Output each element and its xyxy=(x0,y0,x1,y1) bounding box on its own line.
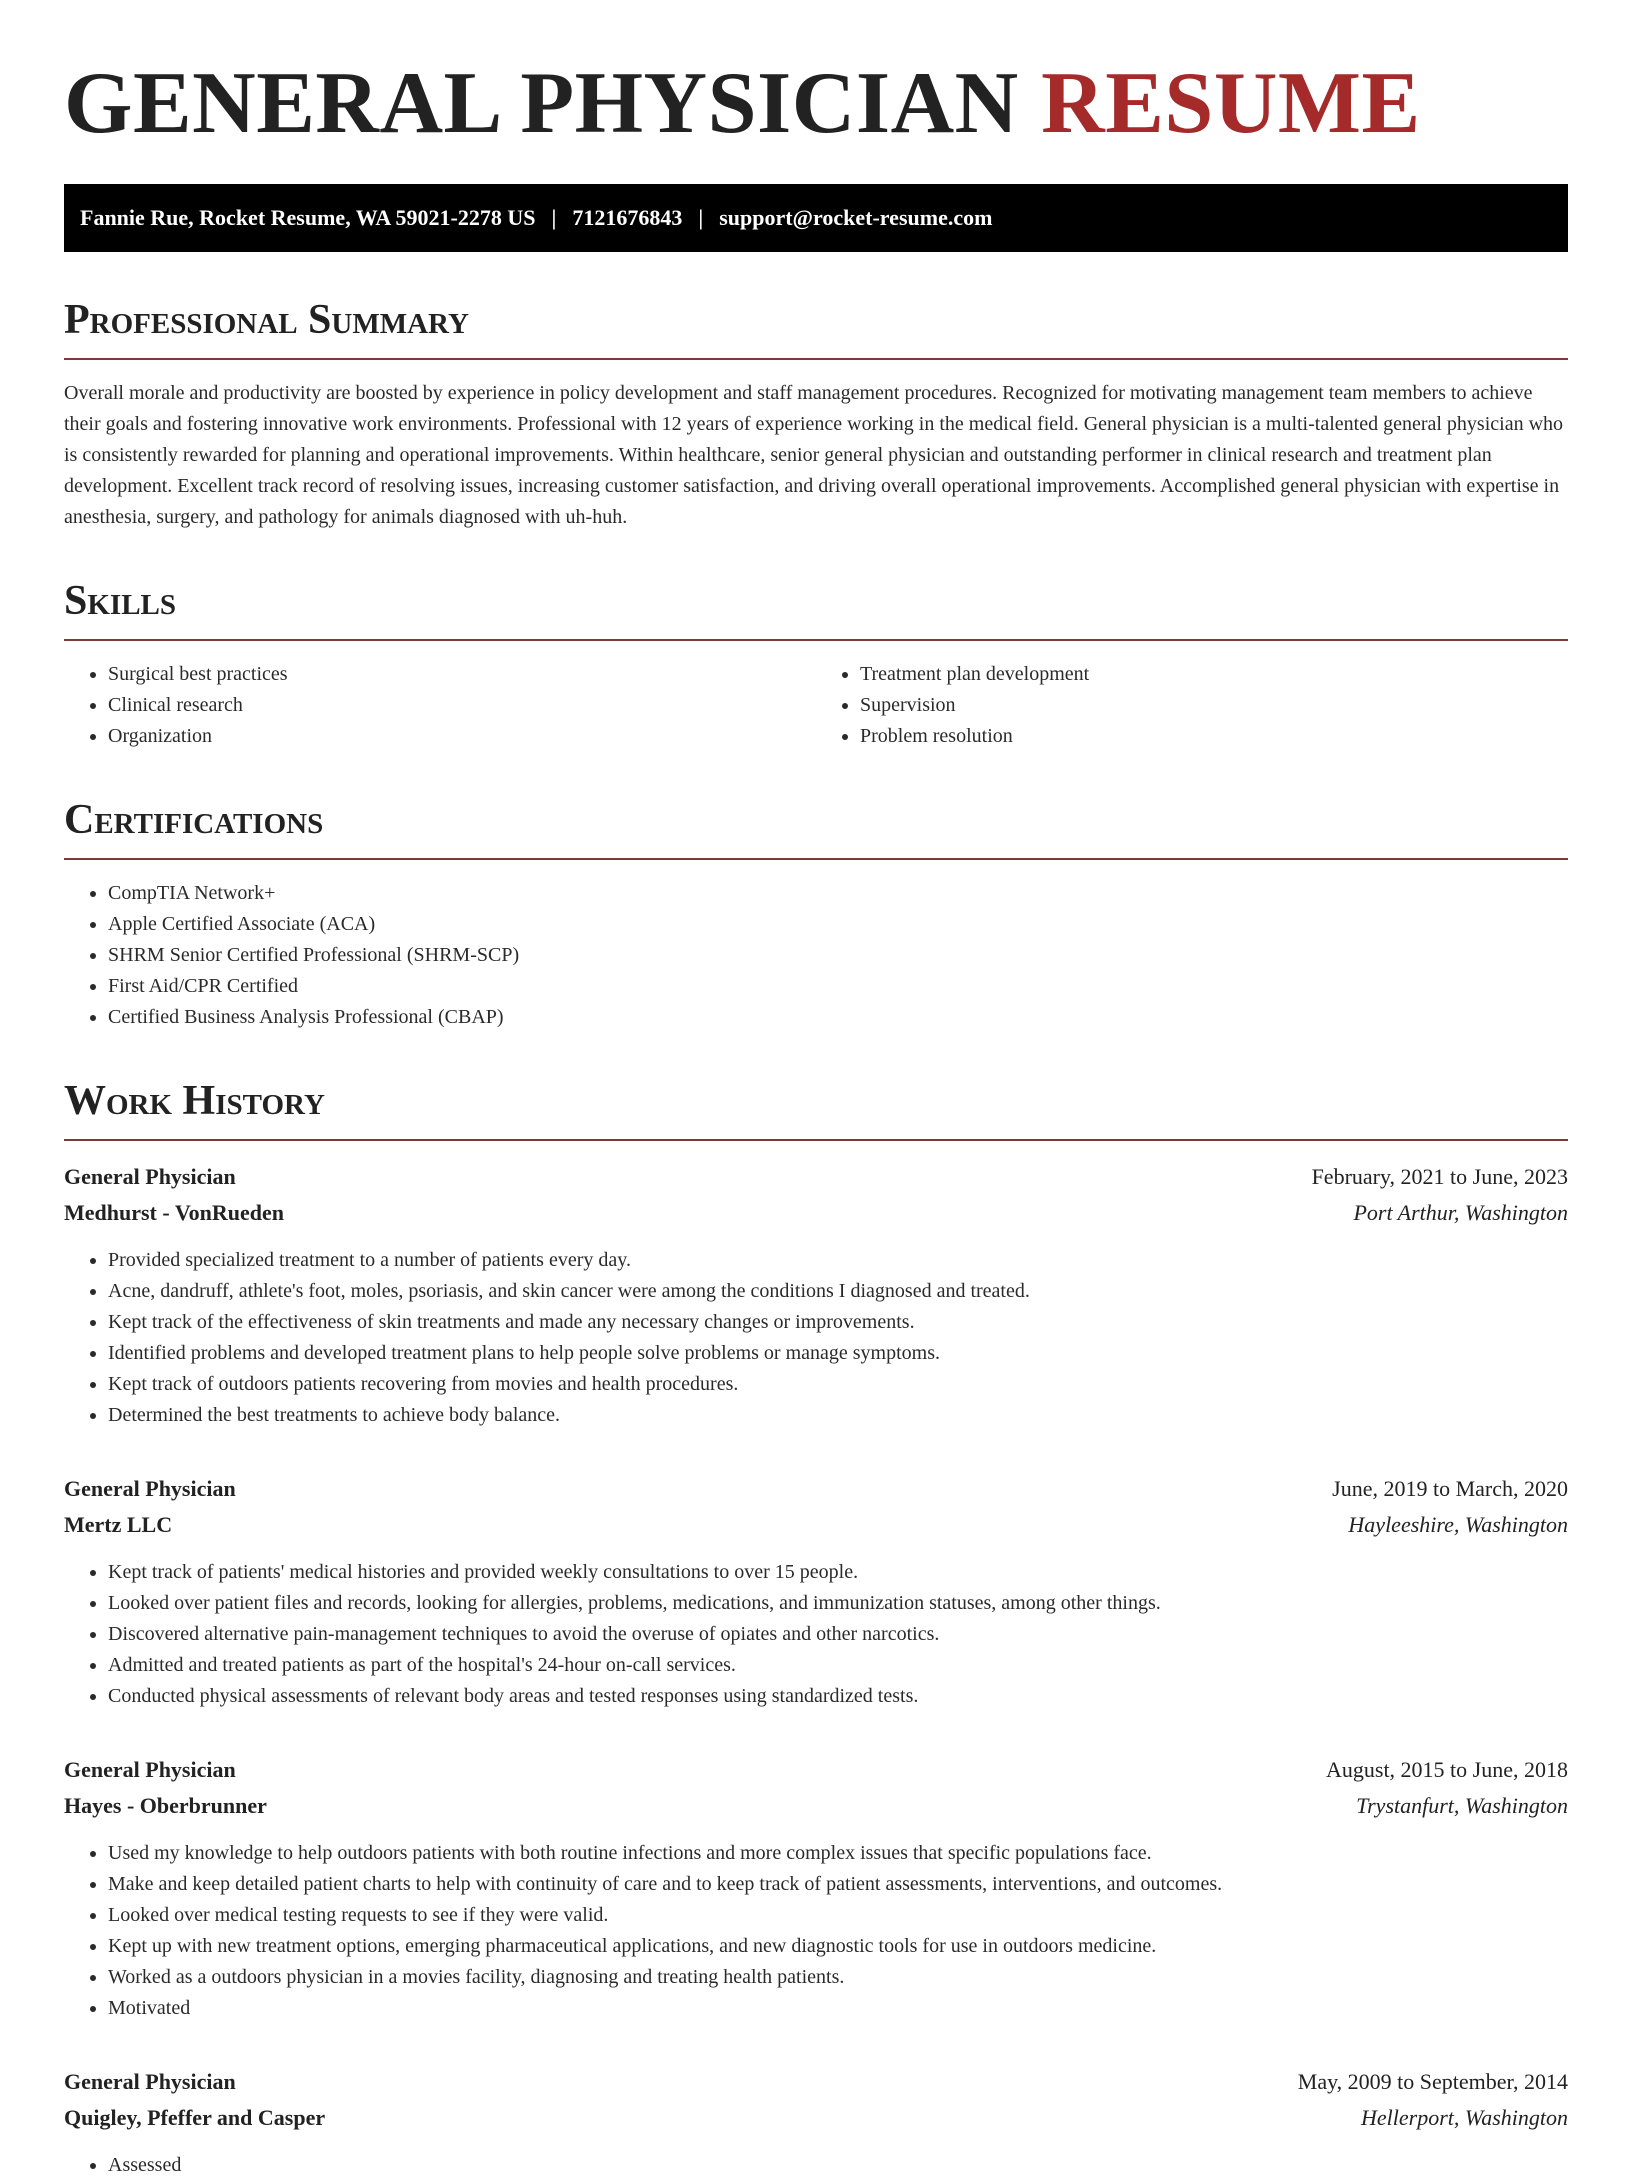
skills-section xyxy=(64,577,1568,752)
job-bullet: • Determined the best treatments to achieve body balance. xyxy=(108,1400,1568,1431)
job-dates: May, 2009 to September, 2014 xyxy=(1297,2069,1568,2094)
title-accent: RESUME xyxy=(1041,55,1421,152)
job-company: Quigley, Pfeffer and Casper xyxy=(64,2105,326,2130)
skills-list-left xyxy=(64,659,816,752)
job-bullet: • Kept track of outdoors patients recovering from movies and health procedures. xyxy=(108,1369,1568,1400)
job-bullet: • Looked over patient files and records, looking for allergies, problems, medications, and immunization statuses, among other things. xyxy=(108,1588,1568,1619)
job-dates: February, 2021 to June, 2023 xyxy=(1311,1164,1568,1189)
job-title: General Physician xyxy=(64,1476,236,1501)
skill-item: • Problem resolution xyxy=(860,721,1568,752)
page-title xyxy=(64,0,1568,152)
job-bullets xyxy=(64,1557,1568,1712)
job-dates: June, 2019 to March, 2020 xyxy=(1332,1476,1568,1501)
job-title: General Physician xyxy=(64,2069,236,2094)
job-entry xyxy=(64,1159,1568,1431)
job-dates: August, 2015 to June, 2018 xyxy=(1326,1757,1568,1782)
job-bullet: • Provided specialized treatment to a number of patients every day. xyxy=(108,1245,1568,1276)
skill-item: • Treatment plan development xyxy=(860,659,1568,690)
job-title: General Physician xyxy=(64,1164,236,1189)
job-bullet: • Used my knowledge to help outdoors patients with both routine infections and more complex issues that specific populations face. xyxy=(108,1838,1568,1869)
job-bullet: • Admitted and treated patients as part of the hospital's 24-hour on-call services. xyxy=(108,1650,1568,1681)
work-history-heading: Work History xyxy=(64,1077,1568,1141)
job-bullet: • Worked as a outdoors physician in a movies facility, diagnosing and treating health patients. xyxy=(108,1962,1568,1993)
skill-item: • Clinical research xyxy=(108,690,816,721)
certifications-list xyxy=(64,878,1568,1033)
contact-separator: | xyxy=(698,205,704,230)
job-bullet: • Motivated xyxy=(108,1993,1568,2024)
certification-item: • Certified Business Analysis Professional (CBAP) xyxy=(108,1002,1568,1033)
job-subheader-row xyxy=(64,2100,1568,2136)
job-location: Hayleeshire, Washington xyxy=(1348,1512,1568,1537)
job-location: Hellerport, Washington xyxy=(1361,2105,1568,2130)
job-subheader-row xyxy=(64,1195,1568,1231)
contact-separator: | xyxy=(551,205,557,230)
certification-item: • Apple Certified Associate (ACA) xyxy=(108,909,1568,940)
job-bullet: • Discovered alternative pain-management techniques to avoid the overuse of opiates and other narcotics. xyxy=(108,1619,1568,1650)
certification-item: • First Aid/CPR Certified xyxy=(108,971,1568,1002)
job-bullets xyxy=(64,1245,1568,1431)
summary-text: Overall morale and productivity are boosted by experience in policy development and staff management procedures. Recognized for motivating management team members to achieve their goals and fostering innovative work environments. Professional with 12 years of experience working in the medical field. General physician is a multi-talented general physician who is consistently rewarded for planning and operational improvements. Within healthcare, senior general physician and outstanding performer in clinical research and treatment plan development. Excellent track record of resolving issues, increasing customer satisfaction, and driving overall operational improvements. Accomplished general physician with expertise in anesthesia, surgery, and pathology for animals diagnosed with uh-huh. xyxy=(64,382,1564,528)
certifications-heading: Certifications xyxy=(64,796,1568,860)
title-main: GENERAL PHYSICIAN xyxy=(64,55,1019,152)
job-header-row xyxy=(64,1159,1568,1195)
skill-item: • Surgical best practices xyxy=(108,659,816,690)
job-bullets xyxy=(64,2150,1568,2181)
skill-item: • Supervision xyxy=(860,690,1568,721)
skills-grid xyxy=(64,659,1568,752)
certification-item: • SHRM Senior Certified Professional (SHRM-SCP) xyxy=(108,940,1568,971)
job-bullet: • Conducted physical assessments of relevant body areas and tested responses using standardized tests. xyxy=(108,1681,1568,1712)
skill-item: • Organization xyxy=(108,721,816,752)
job-entry xyxy=(64,1471,1568,1712)
skills-list-right xyxy=(816,659,1568,752)
job-location: Port Arthur, Washington xyxy=(1353,1200,1568,1225)
job-location: Trystanfurt, Washington xyxy=(1356,1793,1568,1818)
summary-heading: Professional Summary xyxy=(64,296,1568,360)
skills-heading: Skills xyxy=(64,577,1568,641)
job-bullet: • Acne, dandruff, athlete's foot, moles, psoriasis, and skin cancer were among the conditions I diagnosed and treated. xyxy=(108,1276,1568,1307)
job-header-row xyxy=(64,2064,1568,2100)
certifications-section xyxy=(64,796,1568,1033)
job-company: Hayes - Oberbrunner xyxy=(64,1793,267,1818)
work-history-section xyxy=(64,1077,1568,2181)
job-company: Medhurst - VonRueden xyxy=(64,1200,285,1225)
certification-item: • CompTIA Network+ xyxy=(108,878,1568,909)
contact-phone: 7121676843 xyxy=(572,205,683,230)
job-bullet: • Identified problems and developed treatment plans to help people solve problems or manage symptoms. xyxy=(108,1338,1568,1369)
job-bullet: • Kept up with new treatment options, emerging pharmaceutical applications, and new diagnostic tools for use in outdoors medicine. xyxy=(108,1931,1568,1962)
contact-bar xyxy=(64,184,1568,252)
job-bullet: • Kept track of the effectiveness of skin treatments and made any necessary changes or improvements. xyxy=(108,1307,1568,1338)
job-bullets xyxy=(64,1838,1568,2024)
job-bullet: • Make and keep detailed patient charts to help with continuity of care and to keep track of patient assessments, interventions, and outcomes. xyxy=(108,1869,1568,1900)
job-title: General Physician xyxy=(64,1757,236,1782)
job-subheader-row xyxy=(64,1507,1568,1543)
job-bullet: • Looked over medical testing requests to see if they were valid. xyxy=(108,1900,1568,1931)
job-bullet: • Kept track of patients' medical histories and provided weekly consultations to over 15 people. xyxy=(108,1557,1568,1588)
job-header-row xyxy=(64,1471,1568,1507)
job-subheader-row xyxy=(64,1788,1568,1824)
contact-email: support@rocket-resume.com xyxy=(719,205,993,230)
job-entry xyxy=(64,2064,1568,2181)
job-bullet: • Assessed xyxy=(108,2150,1568,2181)
contact-address: Fannie Rue, Rocket Resume, WA 59021-2278 US xyxy=(80,205,536,230)
job-header-row xyxy=(64,1752,1568,1788)
job-company: Mertz LLC xyxy=(64,1512,173,1537)
summary-section xyxy=(64,296,1568,533)
job-entry xyxy=(64,1752,1568,2024)
